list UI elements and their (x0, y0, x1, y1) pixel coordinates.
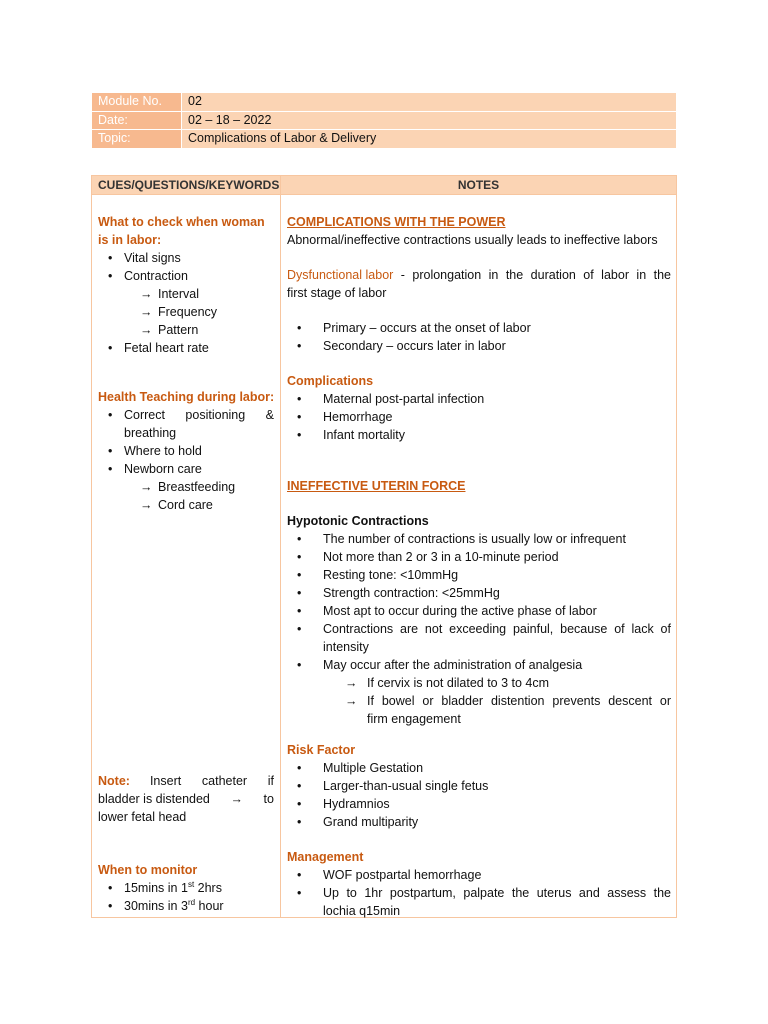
monitor-section (98, 861, 274, 915)
topic-value: Complications of Labor & Delivery (182, 130, 677, 149)
dys-list (287, 319, 671, 355)
note-line: Note: Insert catheter if (98, 774, 274, 788)
monitor-title: When to monitor (98, 863, 198, 877)
cues-column (92, 195, 281, 917)
list-item: • Most apt to occur during the active phase of labor (287, 602, 671, 620)
arrow-icon: → (230, 792, 243, 806)
list-item: • Multiple Gestation (287, 759, 671, 777)
list-item-cont: breathing (124, 426, 177, 440)
complications-section (287, 372, 671, 444)
list-item: • The number of contractions is usually low or infrequent (287, 530, 671, 548)
arrow-icon: → (345, 676, 358, 690)
list-item: • Contraction (98, 267, 274, 285)
module-value: 02 (182, 93, 677, 112)
risk-title: Risk Factor (287, 743, 356, 757)
notes-table-header (92, 176, 676, 195)
list-item: • Strength contraction: <25mmHg (287, 584, 671, 602)
check-title: What to check when woman (98, 215, 265, 229)
arrow-icon: → (140, 305, 153, 319)
list-item: • Primary – occurs at the onset of labor (287, 319, 671, 337)
list-item: • Infant mortality (287, 426, 671, 444)
arrow-icon: → (140, 480, 153, 494)
module-label: Module No. (92, 93, 182, 112)
arrow-icon: → (345, 694, 358, 708)
uterin-section (287, 477, 671, 495)
list-item: • 30mins in 3rd hour (98, 897, 274, 915)
list-item: • Vital signs (98, 249, 274, 267)
hypotonic-section (287, 512, 671, 728)
list-item: • Hemorrhage (287, 408, 671, 426)
list-item: • Contractions are not exceeding painful, because of lack of (287, 620, 671, 638)
teaching-section (98, 388, 274, 514)
dys-line: first stage of labor (287, 286, 387, 300)
uterin-title: INEFFECTIVE UTERIN FORCE (287, 479, 466, 493)
list-item: • Maternal post-partal infection (287, 390, 671, 408)
dysfunctional-section (287, 266, 671, 302)
cues-header: CUES/QUESTIONS/KEYWORDS (92, 176, 281, 194)
module-info-table (91, 92, 677, 149)
list-item-cont: lochia q15min (323, 904, 401, 918)
check-section (98, 213, 274, 357)
check-title-cont: is in labor: (98, 233, 162, 247)
notes-header: NOTES (457, 178, 500, 192)
list-item: • WOF postpartal hemorrhage (287, 866, 671, 884)
sub-item: → Frequency (140, 305, 218, 319)
list-item: • May occur after the administration of analgesia (287, 656, 671, 674)
dys-line: Dysfunctional labor - prolongation in the duration of labor in the (287, 268, 671, 282)
hypotonic-title: Hypotonic Contractions (287, 514, 429, 528)
list-item: • Hydramnios (287, 795, 671, 813)
note-line: bladder is distended → to (98, 792, 274, 806)
cornell-notes-table (91, 175, 677, 918)
power-title: COMPLICATIONS WITH THE POWER (287, 215, 506, 229)
note-section (98, 772, 274, 826)
date-label: Date: (92, 111, 182, 130)
sub-item: → If cervix is not dilated to 3 to 4cm (345, 676, 550, 690)
sub-item-cont: firm engagement (367, 712, 461, 726)
arrow-icon: → (140, 323, 153, 337)
power-text: Abnormal/ineffective contractions usually leads to ineffective labors (287, 233, 658, 247)
list-item: • Fetal heart rate (98, 339, 274, 357)
date-row (92, 111, 677, 130)
list-item: • Grand multiparity (287, 813, 671, 831)
sub-item: → Cord care (140, 498, 213, 512)
list-item: • Where to hold (98, 442, 274, 460)
notes-column (281, 195, 676, 917)
topic-row (92, 130, 677, 149)
list-item: • Correct positioning & (98, 406, 274, 424)
note-label: Note: (98, 774, 130, 788)
date-value: 02 – 18 – 2022 (182, 111, 677, 130)
list-item: • Larger-than-usual single fetus (287, 777, 671, 795)
list-item-cont: intensity (323, 640, 369, 654)
management-title: Management (287, 850, 364, 864)
risk-section (287, 741, 671, 831)
list-item: • Not more than 2 or 3 in a 10-minute period (287, 548, 671, 566)
dys-label: Dysfunctional labor (287, 268, 394, 282)
list-item: • Up to 1hr postpartum, palpate the uterus and assess the (287, 884, 671, 902)
sub-item: → Pattern (140, 323, 199, 337)
note-line: lower fetal head (98, 810, 187, 824)
teaching-title: Health Teaching during labor: (98, 390, 275, 404)
management-section (287, 848, 671, 920)
arrow-icon: → (140, 287, 153, 301)
complications-title: Complications (287, 374, 374, 388)
sub-item: → If bowel or bladder distention prevents descent or (345, 694, 671, 708)
power-section (287, 213, 671, 249)
list-item: • Secondary – occurs later in labor (287, 337, 671, 355)
list-item: • 15mins in 1st 2hrs (98, 879, 274, 897)
sub-item: → Interval (140, 287, 199, 301)
list-item: • Newborn care (98, 460, 274, 478)
sub-item: → Breastfeeding (140, 480, 236, 494)
module-row (92, 93, 677, 112)
list-item: • Resting tone: <10mmHg (287, 566, 671, 584)
topic-label: Topic: (92, 130, 182, 149)
arrow-icon: → (140, 498, 153, 512)
